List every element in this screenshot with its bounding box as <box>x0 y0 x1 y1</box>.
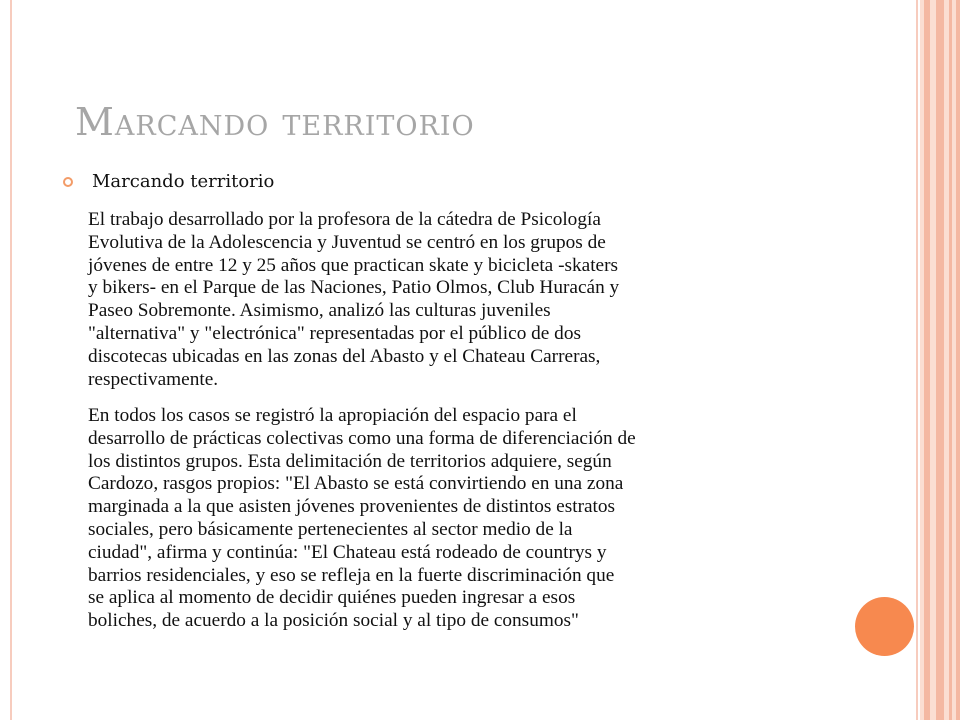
text-line: "alternativa" y "electrónica" representadas por el público de dos <box>88 322 581 344</box>
bullet-heading: Marcando territorio <box>92 171 275 192</box>
decorative-stripe <box>924 0 930 720</box>
text-line: sociales, pero básicamente pertenecientes al sector medio de la <box>88 518 573 540</box>
text-line: Evolutiva de la Adolescencia y Juventud se centró en los grupos de <box>88 231 606 253</box>
slide-title: Marcando territorio <box>75 100 475 144</box>
decorative-orange-circle <box>855 597 914 656</box>
text-line: marginada a la que asisten jóvenes provenientes de distintos estratos <box>88 496 616 518</box>
text-line: Paseo Sobremonte. Asimismo, analizó las culturas juveniles <box>88 300 551 322</box>
decorative-stripe <box>949 0 952 720</box>
text-line: se aplica al momento de decidir quiénes pueden ingresar a esos <box>88 587 576 609</box>
text-line: barrios residenciales, y eso se refleja en la fuerte discriminación que <box>88 564 615 586</box>
decorative-stripe <box>956 0 960 720</box>
text-line: Cardozo, rasgos propios: "El Abasto se está convirtiendo en una zona <box>88 473 624 495</box>
decorative-stripe <box>936 0 944 720</box>
text-line: los distintos grupos. Esta delimitación de territorios adquiere, según <box>88 450 612 472</box>
text-line: discotecas ubicadas en las zonas del Abasto y el Chateau Carreras, <box>88 345 601 367</box>
text-line: desarrollo de prácticas colectivas como una forma de diferenciación de <box>88 427 636 449</box>
text-line: respectivamente. <box>88 368 219 390</box>
decorative-stripes <box>920 0 960 720</box>
text-line: jóvenes de entre 12 y 25 años que practican skate y bicicleta -skaters <box>88 254 619 276</box>
text-line: y bikers- en el Parque de las Naciones, Patio Olmos, Club Huracán y <box>88 277 620 299</box>
body-paragraph-2 <box>88 405 838 633</box>
text-line: El trabajo desarrollado por la profesora de la cátedra de Psicología <box>88 209 601 230</box>
body-paragraph-1 <box>88 209 838 391</box>
text-line: ciudad", afirma y continúa: "El Chateau está rodeado de countrys y <box>88 541 607 563</box>
circle-outline-bullet-icon <box>63 177 73 187</box>
text-line: boliches, de acuerdo a la posición social y al tipo de consumos" <box>88 610 579 632</box>
text-line: En todos los casos se registró la apropiación del espacio para el <box>88 405 577 426</box>
